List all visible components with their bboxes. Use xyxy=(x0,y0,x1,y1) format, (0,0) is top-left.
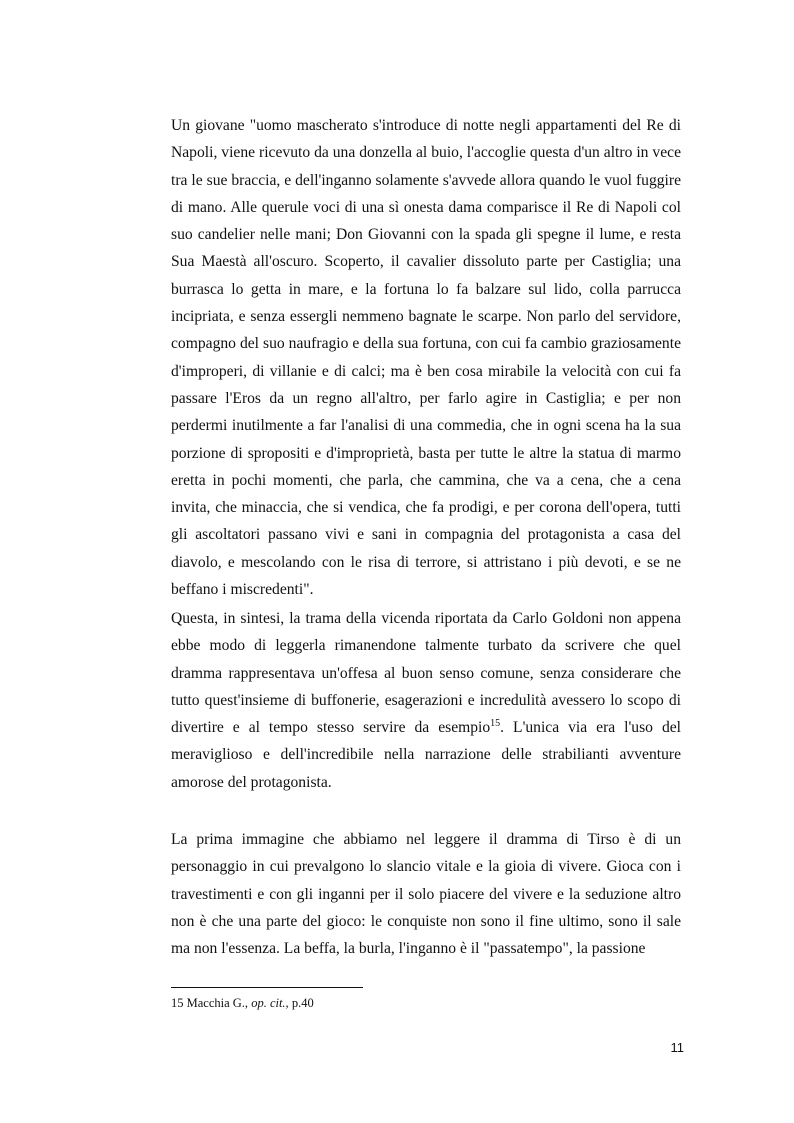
footnote xyxy=(171,995,314,1011)
paragraph-text: . L'unica via era l'uso del meraviglioso e dell'incredibile nella narrazione delle strabilianti avventure amorose del protagonista. xyxy=(171,719,681,791)
body-paragraph: Un giovane "uomo mascherato s'introduce di notte negli appartamenti del Re di Napoli, viene ricevuto da una donzella al buio, l'accoglie questa d'un altro in vece tra le sue braccia, e dell'inganno solamente s'avvede allora quando le vuol fuggire di mano. Alle querule voci di una sì onesta dama comparisce il Re di Napoli col suo candelier nelle mani; Don Giovanni con la spada gli spegne il lume, e resta Sua Maestà all'oscuro. Scoperto, il cavalier dissoluto parte per Castiglia; una burrasca lo getta in mare, e la fortuna lo fa balzare sul lido, colla parrucca incipriata, e senza essergli nemmeno bagnate le scarpe. Non parlo del servidore, compagno del suo naufragio e della sua fortuna, con cui fa cambio graziosamente d'improperi, di villanie e di calci; ma è ben cosa mirabile la velocità con cui fa passare l'Eros da un regno all'altro, per farlo agire in Castiglia; e per non perdermi inutilmente a far l'analisi di una commedia, che in ogni scena ha la sua porzione di spropositi e d'improprietà, basta per tutte le altre la statua di marmo eretta in pochi momenti, che parla, che cammina, che va a cena, che a cena invita, che minaccia, che si vendica, che fa prodigi, e per corona dell'opera, tutti gli ascoltatori passano vivi e sani in compagnia del protagonista a casa del diavolo, e mescolando con le risa di terrore, si attristano i più devoti, e se ne beffano i miscredenti". xyxy=(171,117,681,599)
footnote-number: 15 xyxy=(171,996,184,1010)
footnote-separator xyxy=(171,987,363,988)
paragraph-text: Questa, in sintesi, la trama della vicenda riportata da Carlo Goldoni non appena ebbe modo di leggerla rimanendone talmente turbato da scrivere che quel dramma rappresentava un'offesa al buon senso comune, senza considerare che tutto quest'insieme di buffonerie, esagerazioni e incredulità avessero lo scopo di divertire e al tempo stesso servire da esempio xyxy=(171,610,681,737)
body-paragraph: La prima immagine che abbiamo nel leggere il dramma di Tirso è di un personaggio in cui prevalgono lo slancio vitale e la gioia di vivere. Gioca con i travestimenti e con gli inganni per il solo piacere del vivere e la seduzione altro non è che una parte del gioco: le conquiste non sono il fine ultimo, sono il sale ma non l'essenza. La beffa, la burla, l'inganno è il "passatempo", la passione xyxy=(171,831,681,958)
footnote-reference[interactable]: 15 xyxy=(490,718,501,729)
footnote-work: op. cit., xyxy=(251,996,289,1010)
body-paragraph xyxy=(171,605,681,796)
footnote-author: Macchia G., xyxy=(186,996,249,1010)
footnote-page: p.40 xyxy=(291,996,314,1010)
page-number: 11 xyxy=(670,1040,684,1055)
